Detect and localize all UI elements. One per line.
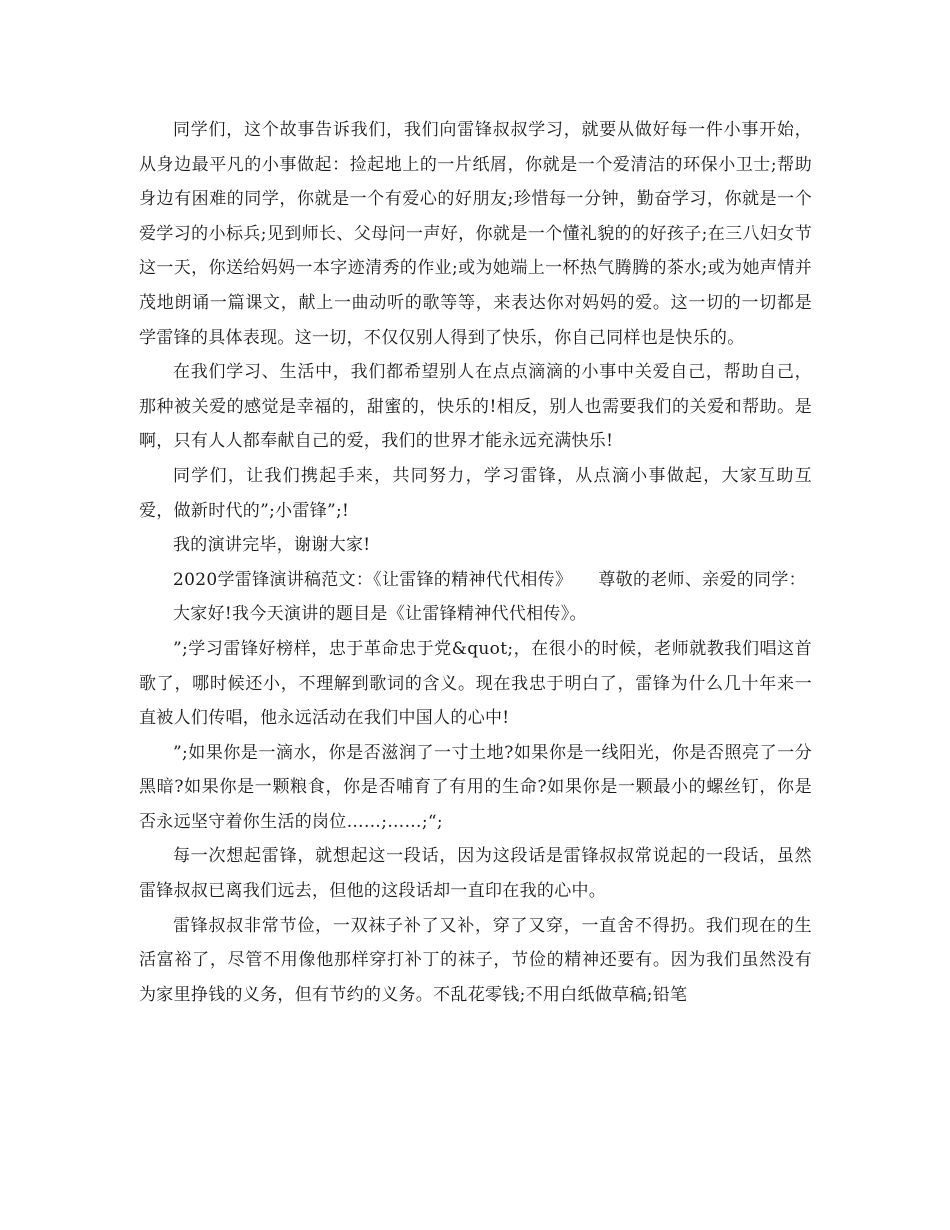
paragraph: 在我们学习、生活中，我们都希望别人在点点滴滴的小事中关爱自己，帮助自己，那种被关爱的感觉是幸福的，甜蜜的，快乐的!相反，别人也需要我们的关爱和帮助。是啊，只有人人都奉献自己的爱，我们的世界才能永远充满快乐! (139, 362, 812, 452)
paragraph: 我的演讲完毕，谢谢大家! (173, 535, 371, 556)
document-body (139, 113, 812, 1012)
paragraph: ”;学习雷锋好榜样，忠于革命忠于党&quot;，在很小的时候，老师就教我们唱这首歌了，哪时候还小，不理解到歌词的含义。现在我忠于明白了，雷锋为什么几十年来一直被人们传唱，他永远活动在我们中国人的心中! (139, 638, 812, 729)
paragraph: ”;如果你是一滴水，你是否滋润了一寸土地?如果你是一线阳光，你是否照亮了一分黑暗?如果你是一颗粮食，你是否哺育了有用的生命?如果你是一颗最小的螺丝钉，你是否永远坚守着你生活的岗位……;……;“; (139, 742, 812, 832)
paragraph: 大家好!我今天演讲的题目是《让雷锋精神代代相传》。 (173, 604, 587, 625)
paragraph: 同学们，让我们携起手来，共同努力，学习雷锋，从点滴小事做起，大家互助互爱，做新时代的”;小雷锋”;! (139, 465, 812, 521)
paragraph: 雷锋叔叔非常节俭，一双袜子补了又补，穿了又穿，一直舍不得扔。我们现在的生活富裕了，尽管不用像他那样穿打补丁的袜子，节俭的精神还要有。因为我们虽然没有为家里挣钱的义务，但有节约的义务。不乱花零钱;不用白纸做草稿;铅笔 (139, 915, 812, 1005)
paragraph: 同学们，这个故事告诉我们，我们向雷锋叔叔学习，就要从做好每一件小事开始，从身边最平凡的小事做起：捡起地上的一片纸屑，你就是一个爱清洁的环保小卫士;帮助身边有困难的同学，你就是一个有爱心的好朋友;珍惜每一分钟，勤奋学习，你就是一个爱学习的小标兵;见到师长、父母问一声好，你就是一个懂礼貌的的好孩子;在三八妇女节这一天，你送给妈妈一本字迹清秀的作业;或为她端上一杯热气腾腾的茶水;或为她声情并茂地朗诵一篇课文，献上一曲动听的歌等等，来表达你对妈妈的爱。这一切的一切都是学雷锋的具体表现。这一切，不仅仅别人得到了快乐，你自己同样也是快乐的。 (139, 120, 812, 348)
paragraph: 2020学雷锋演讲稿范文：《让雷锋的精神代代相传》 尊敬的老师、亲爱的同学： (173, 569, 806, 590)
paragraph: 每一次想起雷锋，就想起这一段话，因为这段话是雷锋叔叔常说起的一段话，虽然雷锋叔叔已离我们远去，但他的这段话却一直印在我的心中。 (139, 846, 812, 902)
